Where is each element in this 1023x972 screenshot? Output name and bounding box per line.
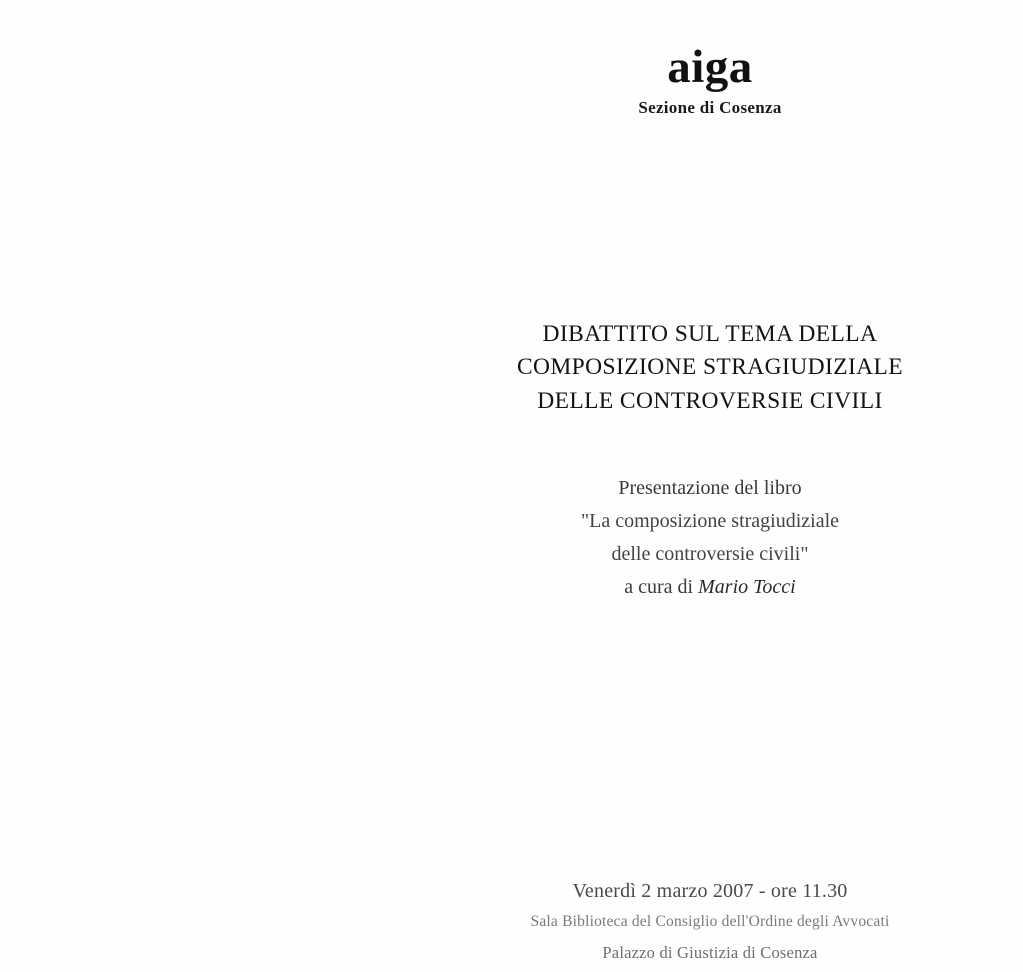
curator-prefix: a cura di bbox=[624, 576, 699, 599]
curator-name: Mario Tocci bbox=[698, 576, 796, 599]
event-venue: Sala Biblioteca del Consiglio dell'Ordine degli Avvocati bbox=[530, 913, 890, 930]
event-details-footer bbox=[440, 880, 980, 963]
document-content bbox=[440, 0, 980, 604]
event-location: Palazzo di Giustizia di Cosenza bbox=[602, 943, 818, 962]
book-title-line-1: "La composizione stragiudiziale bbox=[580, 510, 840, 533]
organization-header bbox=[440, 41, 980, 118]
title-line-2: COMPOSIZIONE STRAGIUDIZIALE bbox=[516, 354, 904, 381]
title-line-3: DELLE CONTROVERSIE CIVILI bbox=[537, 387, 883, 414]
organization-section: Sezione di Cosenza bbox=[638, 98, 782, 117]
organization-logo-text: aiga bbox=[667, 41, 753, 93]
event-datetime: Venerdì 2 marzo 2007 - ore 11.30 bbox=[572, 880, 848, 902]
presentation-intro: Presentazione del libro bbox=[618, 477, 802, 500]
book-title-line-2: delle controversie civili" bbox=[611, 543, 809, 566]
event-title bbox=[440, 318, 980, 418]
title-line-1: DIBATTITO SUL TEMA DELLA bbox=[542, 321, 878, 347]
book-curator bbox=[440, 571, 980, 604]
book-presentation bbox=[440, 472, 980, 604]
